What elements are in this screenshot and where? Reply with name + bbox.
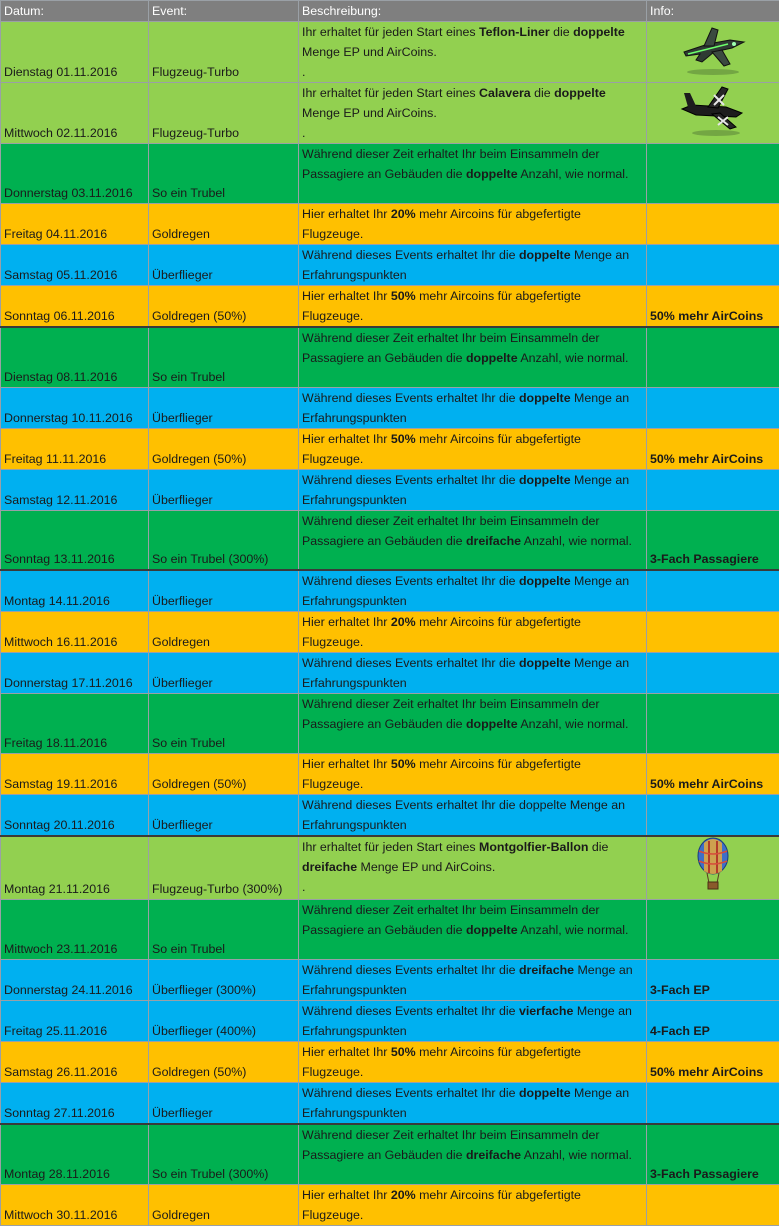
date-cell: Montag 28.11.2016 bbox=[1, 1124, 149, 1184]
description-text: Während dieser Zeit erhaltet Ihr beim Einsammeln der Passagiere an Gebäuden die bbox=[302, 697, 600, 731]
event-cell: Überflieger bbox=[149, 387, 299, 428]
date-cell: Mittwoch 16.11.2016 bbox=[1, 612, 149, 653]
event-cell: Überflieger bbox=[149, 469, 299, 510]
event-cell: Überflieger (400%) bbox=[149, 1001, 299, 1042]
table-row bbox=[1, 570, 779, 612]
description-text: die bbox=[550, 25, 573, 39]
description-cell bbox=[299, 245, 647, 286]
table-row bbox=[1, 510, 779, 570]
date-cell: Sonntag 06.11.2016 bbox=[1, 286, 149, 328]
description-cell bbox=[299, 1083, 647, 1125]
info-text: 3-Fach Passagiere bbox=[650, 552, 759, 566]
description-text: Ihr erhaltet für jeden Start eines bbox=[302, 86, 479, 100]
description-text: mehr Aircoins für abgefertigte Flugzeuge. bbox=[302, 757, 581, 791]
info-cell bbox=[647, 1001, 779, 1042]
info-cell bbox=[647, 204, 779, 245]
info-cell bbox=[647, 327, 779, 387]
description-cell bbox=[299, 327, 647, 387]
description-cell bbox=[299, 1001, 647, 1042]
description-bold-text: 50% bbox=[391, 1045, 416, 1059]
event-cell: Überflieger bbox=[149, 795, 299, 837]
info-cell bbox=[647, 1184, 779, 1225]
description-text: mehr Aircoins für abgefertigte Flugzeuge. bbox=[302, 207, 581, 241]
date-cell: Mittwoch 23.11.2016 bbox=[1, 900, 149, 960]
description-text: mehr Aircoins für abgefertigte Flugzeuge. bbox=[302, 1045, 581, 1079]
date-cell: Samstag 26.11.2016 bbox=[1, 1042, 149, 1083]
description-text: Während dieser Zeit erhaltet Ihr beim Einsammeln der Passagiere an Gebäuden die bbox=[302, 331, 600, 365]
description-text: Menge an Erfahrungspunkten bbox=[302, 1004, 632, 1038]
description-cell bbox=[299, 387, 647, 428]
description-text: Hier erhaltet Ihr bbox=[302, 757, 391, 771]
description-text: Menge an Erfahrungspunkten bbox=[302, 656, 629, 690]
table-row bbox=[1, 960, 779, 1001]
date-cell: Dienstag 08.11.2016 bbox=[1, 327, 149, 387]
description-text: mehr Aircoins für abgefertigte Flugzeuge. bbox=[302, 432, 581, 466]
description-bold-text: doppelte bbox=[554, 86, 606, 100]
description-text: Anzahl, wie normal. bbox=[518, 923, 629, 937]
description-bold-text: 50% bbox=[391, 757, 416, 771]
date-cell: Sonntag 27.11.2016 bbox=[1, 1083, 149, 1125]
table-row bbox=[1, 387, 779, 428]
description-text: Während dieses Events erhaltet Ihr die bbox=[302, 248, 519, 262]
description-text: Hier erhaltet Ihr bbox=[302, 1188, 391, 1202]
event-cell: So ein Trubel (300%) bbox=[149, 510, 299, 570]
table-row bbox=[1, 83, 779, 144]
event-cell: Flugzeug-Turbo (300%) bbox=[149, 836, 299, 900]
event-cell: Flugzeug-Turbo bbox=[149, 83, 299, 144]
description-bold-text: doppelte bbox=[466, 167, 518, 181]
description-cell bbox=[299, 960, 647, 1001]
description-bold-text: doppelte bbox=[519, 656, 571, 670]
description-cell bbox=[299, 144, 647, 204]
date-cell: Donnerstag 03.11.2016 bbox=[1, 144, 149, 204]
info-cell bbox=[647, 754, 779, 795]
table-row bbox=[1, 900, 779, 960]
info-cell bbox=[647, 428, 779, 469]
event-cell: Goldregen (50%) bbox=[149, 286, 299, 328]
table-row bbox=[1, 795, 779, 837]
event-cell: Goldregen (50%) bbox=[149, 1042, 299, 1083]
description-cell bbox=[299, 694, 647, 754]
description-bold-text: doppelte bbox=[519, 574, 571, 588]
description-text: Menge EP und AirCoins. bbox=[302, 45, 437, 59]
table-row bbox=[1, 612, 779, 653]
table-row bbox=[1, 836, 779, 900]
table-row bbox=[1, 1184, 779, 1225]
description-bold-text: 50% bbox=[391, 432, 416, 446]
description-text: Anzahl, wie normal. bbox=[518, 167, 629, 181]
description-text: Hier erhaltet Ihr bbox=[302, 1045, 391, 1059]
table-row bbox=[1, 1001, 779, 1042]
table-row bbox=[1, 204, 779, 245]
description-text: Menge an Erfahrungspunkten bbox=[302, 574, 629, 608]
info-text: 50% mehr AirCoins bbox=[650, 309, 763, 323]
event-cell: Goldregen bbox=[149, 612, 299, 653]
calavera-plane-icon bbox=[678, 83, 748, 143]
description-text: Menge an Erfahrungspunkten bbox=[302, 248, 629, 282]
info-cell bbox=[647, 570, 779, 612]
description-text: Während dieses Events erhaltet Ihr die bbox=[302, 656, 519, 670]
description-text: Hier erhaltet Ihr bbox=[302, 615, 391, 629]
description-cell bbox=[299, 1042, 647, 1083]
description-cell bbox=[299, 510, 647, 570]
event-cell: Goldregen bbox=[149, 1184, 299, 1225]
description-text: Während dieses Events erhaltet Ihr die bbox=[302, 473, 519, 487]
description-bold-text: doppelte bbox=[519, 1086, 571, 1100]
table-row bbox=[1, 1042, 779, 1083]
info-text: 50% mehr AirCoins bbox=[650, 452, 763, 466]
description-bold-text: dreifache bbox=[466, 534, 521, 548]
info-cell bbox=[647, 245, 779, 286]
description-text: Menge an Erfahrungspunkten bbox=[302, 1086, 629, 1120]
table-row bbox=[1, 144, 779, 204]
description-cell bbox=[299, 653, 647, 694]
event-cell: Goldregen (50%) bbox=[149, 754, 299, 795]
header-datum: Datum: bbox=[1, 1, 149, 22]
info-cell bbox=[647, 83, 779, 144]
table-row bbox=[1, 428, 779, 469]
description-text: Während dieses Events erhaltet Ihr die bbox=[302, 1086, 519, 1100]
info-text: 4-Fach EP bbox=[650, 1024, 710, 1038]
description-text: . bbox=[302, 126, 305, 140]
description-bold-text: doppelte bbox=[519, 391, 571, 405]
description-text: Hier erhaltet Ihr bbox=[302, 207, 391, 221]
header-beschreibung: Beschreibung: bbox=[299, 1, 647, 22]
description-text: Menge an Erfahrungspunkten bbox=[302, 391, 629, 425]
info-cell bbox=[647, 387, 779, 428]
description-cell bbox=[299, 286, 647, 328]
description-bold-text: Teflon-Liner bbox=[479, 25, 550, 39]
table-row bbox=[1, 653, 779, 694]
date-cell: Freitag 25.11.2016 bbox=[1, 1001, 149, 1042]
description-cell bbox=[299, 795, 647, 837]
info-cell bbox=[647, 510, 779, 570]
description-cell bbox=[299, 428, 647, 469]
info-text: 50% mehr AirCoins bbox=[650, 1065, 763, 1079]
event-cell: Überflieger bbox=[149, 570, 299, 612]
description-text: Während dieses Events erhaltet Ihr die bbox=[302, 963, 519, 977]
description-text: Hier erhaltet Ihr bbox=[302, 432, 391, 446]
table-row bbox=[1, 694, 779, 754]
description-bold-text: doppelte bbox=[573, 25, 625, 39]
description-cell bbox=[299, 1184, 647, 1225]
description-text: Anzahl, wie normal. bbox=[521, 1148, 632, 1162]
description-bold-text: doppelte bbox=[519, 473, 571, 487]
description-text: Anzahl, wie normal. bbox=[518, 717, 629, 731]
event-cell: Überflieger bbox=[149, 245, 299, 286]
description-text: Menge EP und AirCoins. bbox=[302, 106, 437, 120]
description-cell bbox=[299, 1124, 647, 1184]
info-cell bbox=[647, 694, 779, 754]
description-bold-text: dreifache bbox=[302, 860, 357, 874]
event-cell: So ein Trubel bbox=[149, 327, 299, 387]
description-cell bbox=[299, 900, 647, 960]
description-text: Während dieser Zeit erhaltet Ihr beim Einsammeln der Passagiere an Gebäuden die bbox=[302, 1128, 600, 1162]
info-cell bbox=[647, 286, 779, 328]
description-text: . bbox=[302, 65, 305, 79]
info-text: 3-Fach EP bbox=[650, 983, 710, 997]
event-cell: Überflieger bbox=[149, 1083, 299, 1125]
table-row bbox=[1, 286, 779, 328]
date-cell: Mittwoch 02.11.2016 bbox=[1, 83, 149, 144]
info-cell bbox=[647, 795, 779, 837]
table-row bbox=[1, 327, 779, 387]
info-cell bbox=[647, 836, 779, 900]
table-row bbox=[1, 1124, 779, 1184]
description-cell bbox=[299, 469, 647, 510]
description-bold-text: dreifache bbox=[519, 963, 574, 977]
description-text: Während dieses Events erhaltet Ihr die doppelte Menge an Erfahrungspunkten bbox=[302, 798, 625, 832]
description-cell bbox=[299, 83, 647, 144]
date-cell: Sonntag 13.11.2016 bbox=[1, 510, 149, 570]
description-bold-text: 20% bbox=[391, 1188, 416, 1202]
description-text: Ihr erhaltet für jeden Start eines bbox=[302, 25, 479, 39]
description-cell bbox=[299, 22, 647, 83]
table-row bbox=[1, 754, 779, 795]
info-cell bbox=[647, 900, 779, 960]
date-cell: Samstag 19.11.2016 bbox=[1, 754, 149, 795]
description-text: mehr Aircoins für abgefertigte Flugzeuge. bbox=[302, 615, 581, 649]
description-cell bbox=[299, 204, 647, 245]
event-cell: Überflieger bbox=[149, 653, 299, 694]
description-text: mehr Aircoins für abgefertigte Flugzeuge. bbox=[302, 1188, 581, 1222]
description-text: Menge an Erfahrungspunkten bbox=[302, 473, 629, 507]
description-cell bbox=[299, 570, 647, 612]
info-text: 3-Fach Passagiere bbox=[650, 1167, 759, 1181]
info-text: 50% mehr AirCoins bbox=[650, 777, 763, 791]
description-cell bbox=[299, 754, 647, 795]
header-row bbox=[1, 1, 779, 22]
info-cell bbox=[647, 144, 779, 204]
table-row bbox=[1, 22, 779, 83]
description-text: die bbox=[531, 86, 554, 100]
info-cell bbox=[647, 1083, 779, 1125]
header-info: Info: bbox=[647, 1, 779, 22]
info-cell bbox=[647, 1042, 779, 1083]
description-text: Hier erhaltet Ihr bbox=[302, 289, 391, 303]
description-text: Während dieses Events erhaltet Ihr die bbox=[302, 391, 519, 405]
date-cell: Freitag 04.11.2016 bbox=[1, 204, 149, 245]
event-cell: Goldregen (50%) bbox=[149, 428, 299, 469]
table-row bbox=[1, 469, 779, 510]
teflon-liner-plane-icon bbox=[678, 22, 748, 82]
description-text: Ihr erhaltet für jeden Start eines bbox=[302, 840, 479, 854]
event-rows bbox=[1, 22, 779, 1226]
info-cell bbox=[647, 22, 779, 83]
description-text: mehr Aircoins für abgefertigte Flugzeuge. bbox=[302, 289, 581, 323]
date-cell: Montag 21.11.2016 bbox=[1, 836, 149, 900]
description-cell bbox=[299, 612, 647, 653]
description-text: Während dieses Events erhaltet Ihr die bbox=[302, 1004, 519, 1018]
description-text: Während dieser Zeit erhaltet Ihr beim Einsammeln der Passagiere an Gebäuden die bbox=[302, 514, 600, 548]
description-bold-text: doppelte bbox=[466, 351, 518, 365]
date-cell: Montag 14.11.2016 bbox=[1, 570, 149, 612]
date-cell: Donnerstag 17.11.2016 bbox=[1, 653, 149, 694]
description-bold-text: doppelte bbox=[519, 248, 571, 262]
description-bold-text: vierfache bbox=[519, 1004, 573, 1018]
date-cell: Dienstag 01.11.2016 bbox=[1, 22, 149, 83]
info-cell bbox=[647, 612, 779, 653]
description-text: Während dieser Zeit erhaltet Ihr beim Einsammeln der Passagiere an Gebäuden die bbox=[302, 147, 600, 181]
description-text: Während dieser Zeit erhaltet Ihr beim Einsammeln der Passagiere an Gebäuden die bbox=[302, 903, 600, 937]
date-cell: Samstag 05.11.2016 bbox=[1, 245, 149, 286]
description-text: Während dieses Events erhaltet Ihr die bbox=[302, 574, 519, 588]
description-bold-text: Calavera bbox=[479, 86, 531, 100]
montgolfier-balloon-icon bbox=[696, 837, 730, 899]
event-cell: Flugzeug-Turbo bbox=[149, 22, 299, 83]
description-bold-text: Montgolfier-Ballon bbox=[479, 840, 588, 854]
date-cell: Freitag 18.11.2016 bbox=[1, 694, 149, 754]
description-text: Anzahl, wie normal. bbox=[518, 351, 629, 365]
description-bold-text: 50% bbox=[391, 289, 416, 303]
table-row bbox=[1, 245, 779, 286]
description-bold-text: 20% bbox=[391, 207, 416, 221]
date-cell: Freitag 11.11.2016 bbox=[1, 428, 149, 469]
event-cell: So ein Trubel bbox=[149, 694, 299, 754]
description-cell bbox=[299, 836, 647, 900]
description-bold-text: dreifache bbox=[466, 1148, 521, 1162]
description-text: die bbox=[588, 840, 608, 854]
event-cell: Überflieger (300%) bbox=[149, 960, 299, 1001]
table-row bbox=[1, 1083, 779, 1125]
date-cell: Donnerstag 24.11.2016 bbox=[1, 960, 149, 1001]
info-cell bbox=[647, 469, 779, 510]
info-cell bbox=[647, 960, 779, 1001]
description-text: Anzahl, wie normal. bbox=[521, 534, 632, 548]
event-cell: So ein Trubel bbox=[149, 900, 299, 960]
event-cell: So ein Trubel bbox=[149, 144, 299, 204]
info-cell bbox=[647, 1124, 779, 1184]
description-bold-text: 20% bbox=[391, 615, 416, 629]
event-cell: Goldregen bbox=[149, 204, 299, 245]
description-text: Menge EP und AirCoins. bbox=[357, 860, 495, 874]
date-cell: Donnerstag 10.11.2016 bbox=[1, 387, 149, 428]
date-cell: Sonntag 20.11.2016 bbox=[1, 795, 149, 837]
date-cell: Samstag 12.11.2016 bbox=[1, 469, 149, 510]
description-bold-text: doppelte bbox=[466, 717, 518, 731]
date-cell: Mittwoch 30.11.2016 bbox=[1, 1184, 149, 1225]
description-bold-text: doppelte bbox=[466, 923, 518, 937]
event-cell: So ein Trubel (300%) bbox=[149, 1124, 299, 1184]
description-text: Menge an Erfahrungspunkten bbox=[302, 963, 633, 997]
header-event: Event: bbox=[149, 1, 299, 22]
description-text: . bbox=[302, 880, 305, 894]
info-cell bbox=[647, 653, 779, 694]
